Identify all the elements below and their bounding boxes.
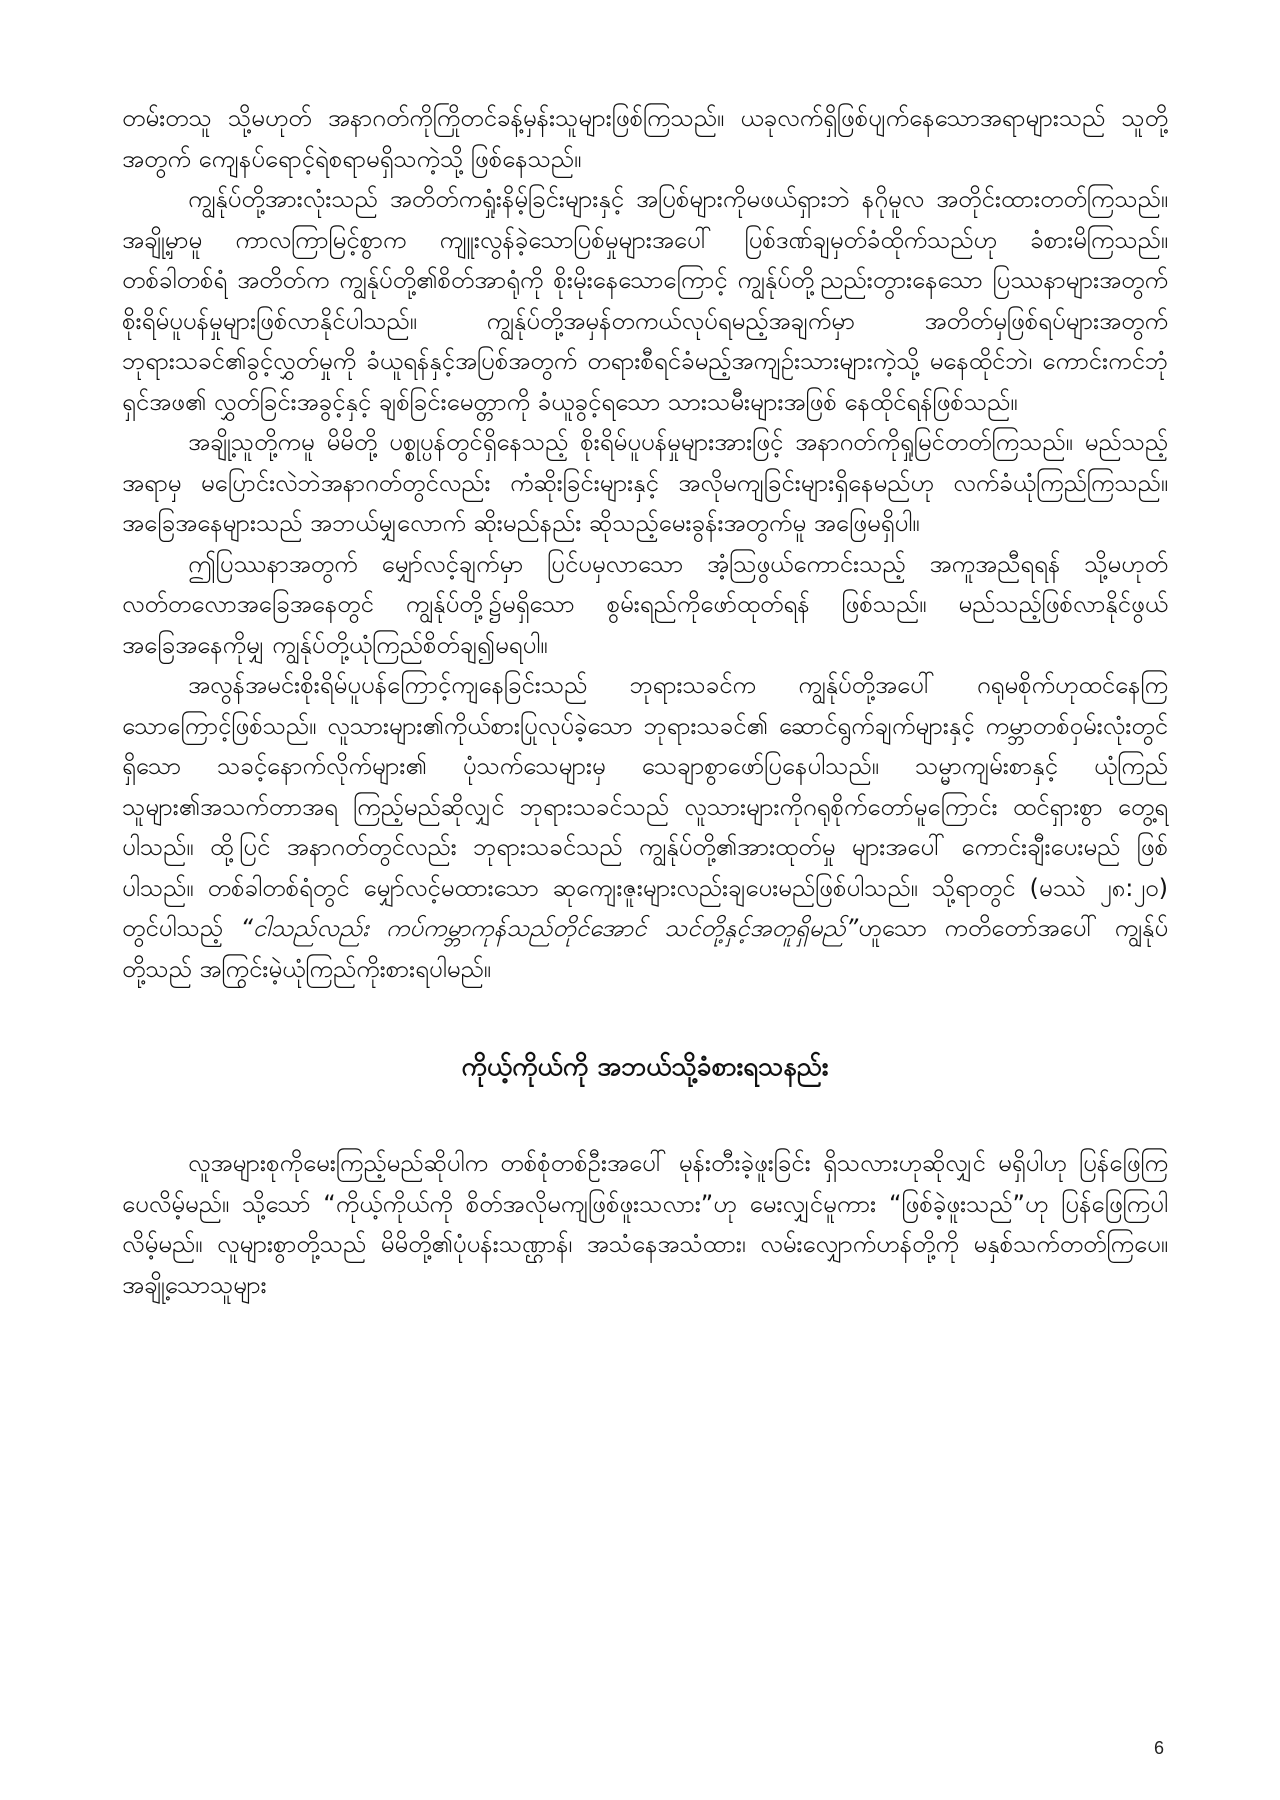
section-heading: ကိုယ့်ကိုယ်ကို အဘယ်သို့ခံစားရသနည်း: [461, 1052, 829, 1082]
paragraph-5: [122, 665, 1168, 989]
paragraph-5-text: အလွန်အမင်းစိုးရိမ်ပူပန်ကြောင့်ကျနေခြင်းသည် ဘုရားသခင်က ကျွန်ုပ်တို့အပေါ် ဂရုမစိုက်ဟုထင်နေကြသောကြောင့်ဖြစ်သည်။ လူသားများ၏ကိုယ်စားပြုလုပ်ခဲ့သော ဘုရားသခင်၏ ဆောင်ရွက်ချက်များနှင့် ကမ္ဘာတစ်ဝှမ်းလုံးတွင်ရှိသော သခင့်နောက်လိုက်များ၏ ပုံသက်သေများမှ သေချာစွာဖော်ပြနေပါသည်။ သမ္မာကျမ်းစာနှင့် ယုံကြည်သူများ၏အသက်တာအရ ကြည့်မည်ဆိုလျှင် ဘုရားသခင်သည် လူသားများကိုဂရုစိုက်တော်မူကြောင်း ထင်ရှားစွာ တွေ့ရပါသည်။ ထို့ပြင် အနာဂတ်တွင်လည်း ဘုရားသခင်သည် ကျွန်ုပ်တို့၏အားထုတ်မှု များအပေါ် ကောင်းချီးပေးမည် ဖြစ်ပါသည်။ တစ်ခါတစ်ရံတွင် မျှော်လင့်မထားသော ဆုကျေးဇူးများလည်းချပေးမည်ဖြစ်ပါသည်။ သို့ရာတွင် (မဿဲ ၂၈:၂၀) တွင်ပါသည့်: [122, 671, 1168, 942]
paragraph-6: လူအများစုကိုမေးကြည့်မည်ဆိုပါက တစ်စုံတစ်ဦးအပေါ် မုန်းတီးခဲ့ဖူးခြင်း ရှိသလားဟုဆိုလျှင် မရှိပါဟု ပြန်ဖြေကြပေလိမ့်မည်။ သို့သော် “ကိုယ့်ကိုယ်ကို စိတ်အလိုမကျဖြစ်ဖူးသလား”ဟု မေးလျှင်မူကား “ဖြစ်ခဲ့ဖူးသည်”ဟု ပြန်ဖြေကြပါလိမ့်မည်။ လူများစွာတို့သည် မိမိတို့၏ပုံပန်းသဏ္ဌာန်၊ အသံနေအသံထား၊ လမ်းလျှောက်ဟန်တို့ကို မနှစ်သက်တတ်ကြပေ။ အချို့သောသူများ: [122, 1149, 1168, 1299]
paragraph-2: ကျွန်ုပ်တို့အားလုံးသည် အတိတ်ကရှုံးနိမ့်ခြင်းများနှင့် အပြစ်များကိုမဖယ်ရှားဘဲ နဂိုမူလ အတိုင်းထားတတ်ကြသည်။ အချို့မှာမူ ကာလကြာမြင့်စွာက ကျူးလွန်ခဲ့သောပြစ်မှုများအပေါ် ပြစ်ဒဏ်ချမှတ်ခံထိုက်သည်ဟု ခံစားမိကြသည်။ တစ်ခါတစ်ရံ အတိတ်က ကျွန်ုပ်တို့၏စိတ်အာရုံကို စိုးမိုးနေသောကြောင့် ကျွန်ုပ်တို့ညည်းတွားနေသော ပြဿနာများအတွက် စိုးရိမ်ပူပန်မှုများဖြစ်လာနိုင်ပါသည်။ ကျွန်ုပ်တို့အမှန်တကယ်လုပ်ရမည့်အချက်မှာ အတိတ်မှဖြစ်ရပ်များအတွက် ဘုရားသခင်၏ခွင့်လွှတ်မှုကို ခံယူရန်နှင့်အပြစ်အတွက် တရားစီရင်ခံမည့်အကျဉ်းသားများကဲ့သို့ မနေထိုင်ဘဲ၊ ကောင်းကင်ဘုံရှင်အဖ၏ လွှတ်ခြင်းအခွင့်နှင့် ချစ်ခြင်းမေတ္တာကို ခံယူခွင့်ရသော သားသမီးများအဖြစ် နေထိုင်ရန်ဖြစ်သည်။: [122, 185, 1168, 416]
scripture-quote: “ငါသည်လည်း ကပ်ကမ္ဘာကုန်သည်တိုင်အောင် သင်တို့နှင့်အတူရှိမည်”: [240, 914, 859, 942]
paragraph-3: အချို့သူတို့ကမူ မိမိတို့ ပစ္စုပ္ပန်တွင်ရှိနေသည့် စိုးရိမ်ပူပန်မှုများအားဖြင့် အနာဂတ်ကိုရှုမြင်တတ်ကြသည်။ မည်သည့်အရာမှ မပြောင်းလဲဘဲအနာဂတ်တွင်လည်း ကံဆိုးခြင်းများနှင့် အလိုမကျခြင်းများရှိနေမည်ဟု လက်ခံယုံကြည်ကြသည်။ အခြေအနေများသည် အဘယ်မျှလောက် ဆိုးမည်နည်း ဆိုသည့်မေးခွန်းအတွက်မူ အဖြေမရှိပါ။: [122, 428, 1168, 537]
paragraph-1: တမ်းတသူ သို့မဟုတ် အနာဂတ်ကိုကြိုတင်ခန့်မှန်းသူများဖြစ်ကြသည်။ ယခုလက်ရှိဖြစ်ပျက်နေသောအရာများသည် သူတို့အတွက် ကျေနပ်ရောင့်ရဲစရာမရှိသကဲ့သို့ ဖြစ်နေသည်။: [122, 104, 1168, 173]
page-number: 6: [1153, 1738, 1164, 1758]
body-text: [122, 98, 1168, 1305]
paragraph-4: ဤပြဿနာအတွက် မျှော်လင့်ချက်မှာ ပြင်ပမှလာသော အံ့သြဖွယ်ကောင်းသည့် အကူအညီရရန် သို့မဟုတ် လတ်တလောအခြေအနေတွင် ကျွန်ုပ်တို့၌မရှိသော စွမ်းရည်ကိုဖော်ထုတ်ရန် ဖြစ်သည်။ မည်သည့်ဖြစ်လာနိုင်ဖွယ်အခြေအနေကိုမျှ ကျွန်ုပ်တို့ယုံကြည်စိတ်ချ၍မရပါ။: [122, 549, 1168, 659]
paragraph-5-text-end: ဟူသော ကတိတော်အပေါ် ကျွန်ုပ်တို့သည် အကြွင်းမဲ့ယုံကြည်ကိုးစားရပါမည်။: [122, 914, 1168, 983]
